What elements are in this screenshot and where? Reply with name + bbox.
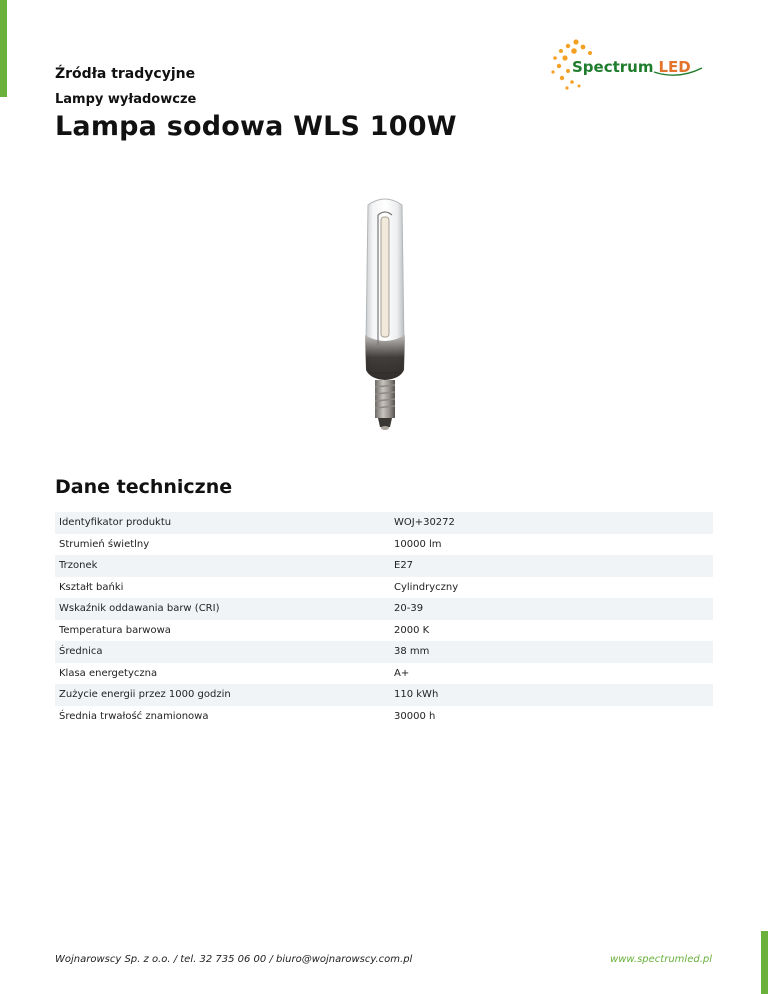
spec-label: Średnica <box>59 646 103 658</box>
spec-value: 20-39 <box>394 603 424 615</box>
spec-value: 110 kWh <box>394 689 439 701</box>
spec-label: Temperatura barwowa <box>59 624 171 636</box>
spec-row <box>55 641 713 663</box>
spec-row <box>55 663 713 685</box>
logo-led-mark: LED <box>658 58 691 76</box>
spec-value: 2000 K <box>394 624 430 636</box>
spec-value: 10000 lm <box>394 538 442 550</box>
spec-row <box>55 512 713 534</box>
spec-row <box>55 706 713 728</box>
subcategory-label: Lampy wyładowcze <box>55 92 197 107</box>
spec-label: Trzonek <box>59 560 98 572</box>
spec-label: Wskaźnik oddawania barw (CRI) <box>59 603 220 615</box>
spec-value: 38 mm <box>394 646 430 658</box>
spec-row <box>55 555 713 577</box>
spec-value: Cylindryczny <box>394 581 459 593</box>
technical-data-heading: Dane techniczne <box>55 476 233 498</box>
spec-label: Strumień świetlny <box>59 538 150 550</box>
spec-label: Średnia trwałość znamionowa <box>59 710 209 722</box>
spec-value: E27 <box>394 560 414 572</box>
spec-label: Kształt bańki <box>59 581 124 593</box>
spec-value: A+ <box>394 667 410 679</box>
accent-bar-right <box>761 931 768 994</box>
footer-website-link[interactable]: www.spectrumled.pl <box>610 954 712 965</box>
spec-value: WOJ+30272 <box>394 517 455 529</box>
product-title: Lampa sodowa WLS 100W <box>55 111 457 142</box>
sodium-lamp-image <box>340 195 430 435</box>
footer-company-info: Wojnarowscy Sp. z o.o. / tel. 32 735 06 00 / biuro@wojnarowscy.com.pl <box>55 954 413 965</box>
technical-data-table <box>55 512 713 727</box>
spec-row <box>55 598 713 620</box>
accent-bar-left <box>0 0 7 97</box>
spec-value: 30000 h <box>394 710 436 722</box>
category-label: Źródła tradycyjne <box>55 66 196 82</box>
spec-row <box>55 620 713 642</box>
spec-label: Klasa energetyczna <box>59 667 158 679</box>
spec-row <box>55 577 713 599</box>
spec-label: Identyfikator produktu <box>59 517 172 529</box>
logo-wordmark: Spectrum <box>572 58 654 76</box>
spec-row <box>55 534 713 556</box>
spec-label: Zużycie energii przez 1000 godzin <box>59 689 231 701</box>
brand-logo <box>550 38 710 92</box>
spec-row <box>55 684 713 706</box>
sodium-lamp-bulb-icon <box>340 195 430 435</box>
